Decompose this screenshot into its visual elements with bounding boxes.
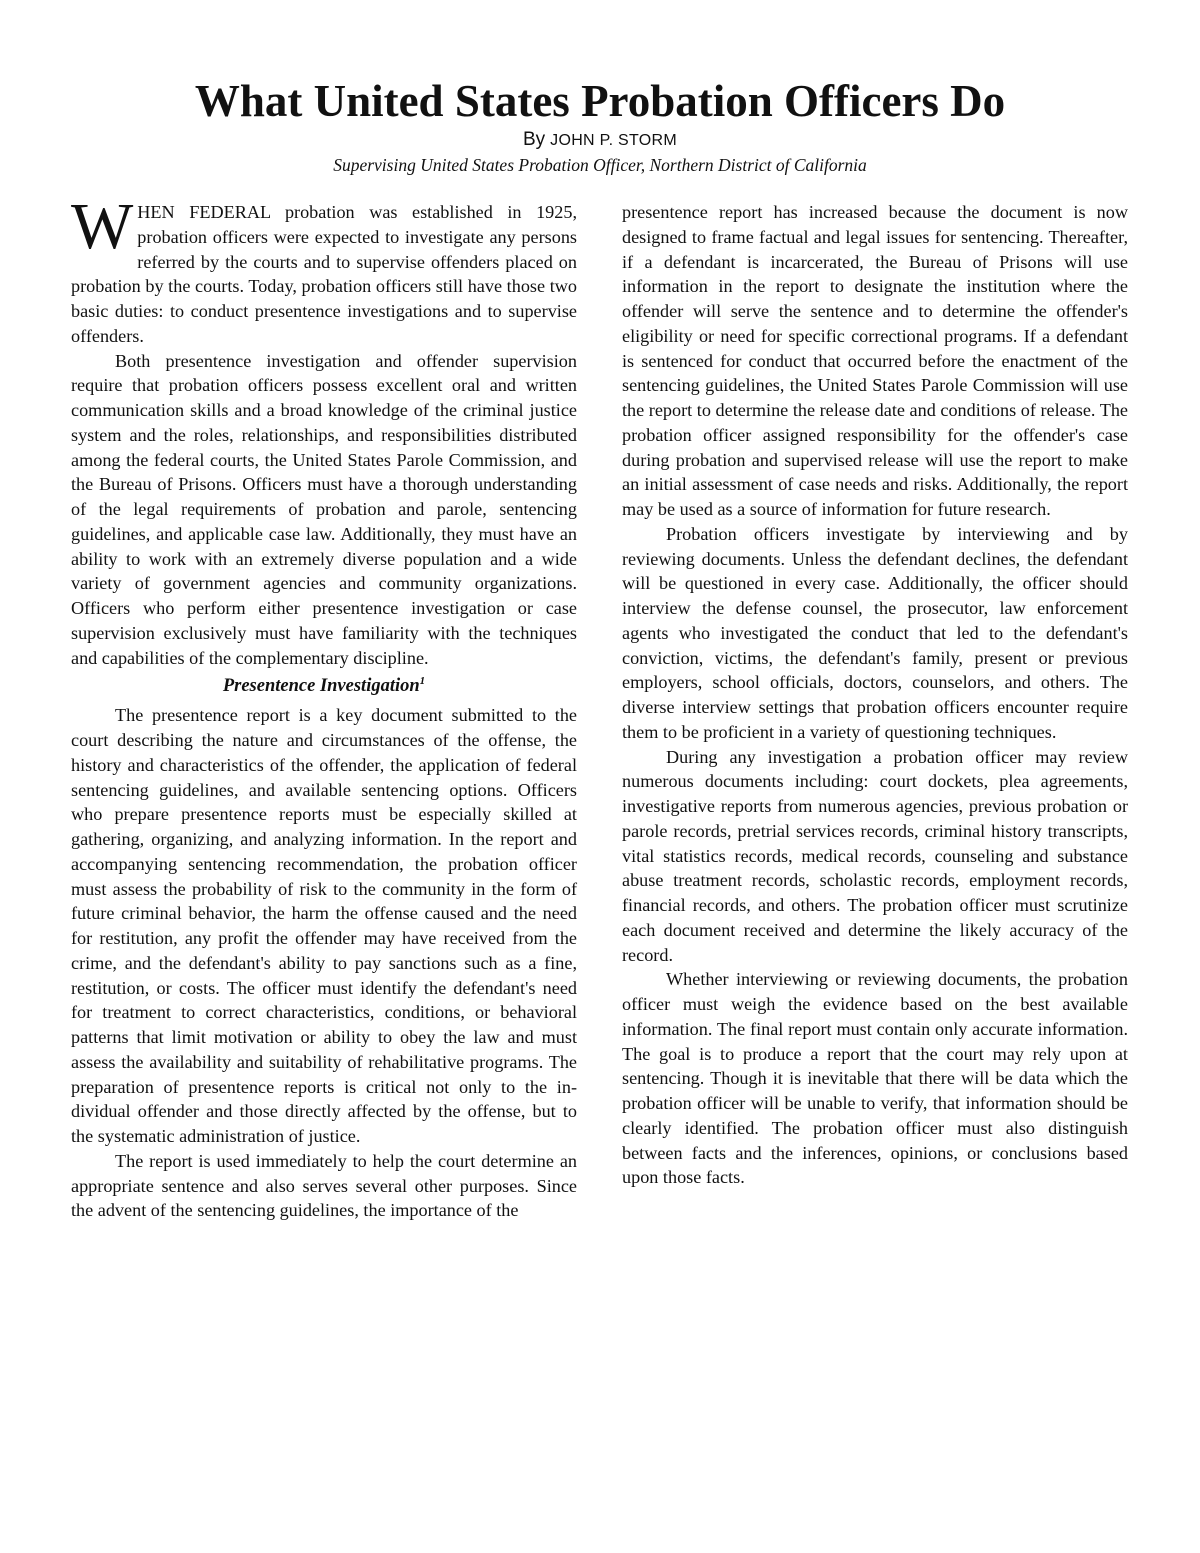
byline	[0, 128, 1200, 152]
paragraph-documents: During any investigation a probation officer may review numerous documents including: court dockets, plea agreements, investigative reports from numerous agencies, previous probation or parole records, pretrial services records, criminal history transcripts, vital statistics records, medical records, counseling and substance abuse treatment records, scholastic records, employment records, financial records, and others. The probation officer must scrutinize each document received and determine the likely accuracy of the record.	[622, 746, 1128, 965]
paragraph-skills: Both presentence investigation and offender supervision require that probation officers possess excellent oral and written communication skills and a broad knowledge of the criminal justice system and the roles, relationships, and responsibilities distributed among the federal courts, the United States Parole Commission, and the Bureau of Prisons. Officers must have a thorough understanding of the legal requirements of probation and parole, sentencing guidelines, and applicable case law. Additionally, they must have an ability to work with an extremely diverse population and a wide variety of government agencies and community organizations. Officers who perform either presentence investigation or case supervision exclusively must have familiarity with the techniques and capabilities of the complementary discipline.	[71, 350, 577, 668]
byline-prefix: By	[522, 129, 546, 150]
paragraph-evidence: Whether interviewing or reviewing documents, the probation officer must weigh the evidence based on the best available information. The final report must contain only accurate information. The goal is to produce a report that the court may rely upon at sentencing. Though it is inevitable that there will be data which the probation officer will be unable to verify, that information should be clearly identified. The probation officer must also distinguish between facts and the inferences, opinions, or conclusions based upon those facts.	[622, 969, 1128, 1188]
left-column	[71, 190, 577, 1223]
footnote-marker: 1	[419, 675, 426, 688]
paragraph-interviewing: Probation officers investigate by interviewing and by reviewing documents. Unless the defendant declines, the defendant will be questioned in every case. Additionally, the officer should interview the defense counsel, the prosecutor, law enforcement agents who investigated the conduct that led to the defendant's conviction, victims, the defendant's family, present or previous employers, school officials, doctors, counselors, and others. The diverse interview settings that probation officers encounter require them to be proficient in a variety of questioning techniques.	[622, 523, 1128, 742]
drop-cap: W	[71, 190, 134, 263]
paragraph-intro	[71, 190, 577, 349]
paragraph-intro-text: HEN FEDERAL probation was established in 1925, probation officers were expected to investigate any persons referred by the courts and to supervise offenders placed on probation by the courts. Today, probation officers still have those two basic duties: to conduct presentence investigations and to supervise offenders.	[71, 202, 577, 346]
article-header	[0, 76, 1200, 176]
paragraph-report-uses-continued: presentence report has increased because the document is now designed to frame factual and legal issues for sentencing. Thereafter, if a defendant is incarcerated, the Bureau of Prisons will use information in the report to designate the institution where the offender will serve the sentence and to determine the offender's eligibility or need for specific correctional programs. If a defendant is sentenced for conduct that occurred before the enactment of the sentencing guidelines, the United States Parole Commission will use the report to determine the release date and conditions of release. The probation officer assigned responsibility for the offender's case during probation and supervised release will use the report to make an initial assessment of case needs and risks. Additionally, the report may be used as a source of information for future research.	[622, 202, 1128, 519]
paragraph-presentence-report: The presentence report is a key document submitted to the court describing the nature and circumstances of the offense, the history and characteristics of the offender, the application of federal sentencing guidelines, and available sentencing options. Officers who prepare presentence reports must be especially skilled at gathering, organizing, and analyzing information. In the report and accompanying sentencing recommendation, the probation officer must assess the probability of risk to the community in the form of future criminal behavior, the harm the offense caused and the need for restitution, any profit the offender may have received from the crime, and the defendant's ability to pay sanctions such as a fine, restitution, or costs. The officer must identify the defendant's need for treatment to correct characteristics, conditions, or behavioral patterns that limit motivation or ability to obey the law and must assess the availability and suitability of rehabilitative programs. The preparation of presentence reports is critical not only to the individual offender and those directly affected by the offense, but to the systematic administration of justice.	[71, 705, 577, 1146]
section-heading-text: Presentence Investigation	[222, 676, 420, 697]
paragraph-report-uses-start: The report is used immediately to help the court determine an appropriate sentence and also serves several other purposes. Since the advent of the sentencing guidelines, the importance of the	[71, 1150, 577, 1221]
article-title: What United States Probation Officers Do	[194, 76, 1006, 126]
author-affiliation: Supervising United States Probation Officer, Northern District of California	[333, 155, 867, 175]
right-column	[622, 200, 1128, 1190]
section-heading	[71, 674, 577, 698]
author-name: JOHN P. STORM	[550, 132, 678, 149]
